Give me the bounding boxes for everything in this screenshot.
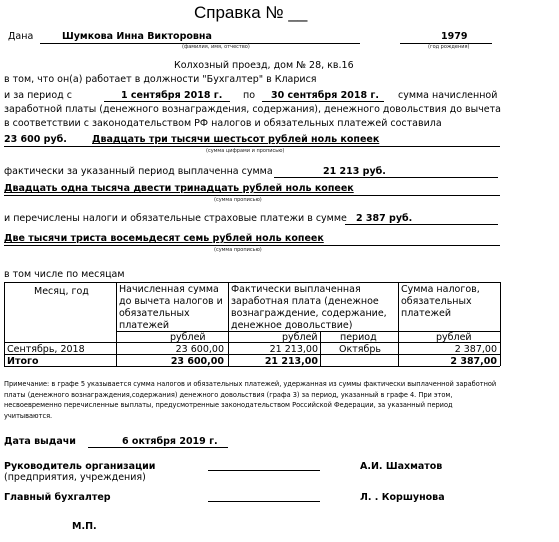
- accrued-hint: (сумма цифрами и прописью): [206, 148, 285, 154]
- paid-amount: 21 213 руб.: [323, 166, 386, 177]
- total-label: Итого: [7, 356, 39, 367]
- issue-date-label: Дата выдачи: [4, 436, 76, 447]
- total-paid: 21 213,00: [264, 356, 318, 367]
- total-taxes: 2 387,00: [450, 356, 497, 367]
- taxes-amount-underline: [345, 224, 498, 225]
- accountant-signature-line: [208, 501, 320, 502]
- paid-words-underline: [4, 195, 500, 196]
- issue-date: 6 октября 2019 г.: [122, 436, 218, 447]
- taxes-words-underline: [4, 245, 500, 246]
- row-taxes: 2 387,00: [454, 344, 497, 355]
- taxes-label: и перечислены налоги и обязательные страховые платежи в сумме: [4, 213, 347, 224]
- row-paid: 21 213,00: [269, 344, 318, 355]
- taxes-hint: (сумма прописью): [214, 247, 262, 253]
- row-period: Октябрь: [339, 344, 381, 355]
- accrued-underline: [4, 146, 500, 147]
- period-from-underline: [104, 101, 230, 102]
- employee-name: Шумкова Инна Викторовна: [62, 31, 212, 42]
- sub-rub-taxes: рублей: [436, 332, 472, 343]
- name-hint: (фамилия, имя, отчество): [182, 44, 250, 50]
- sub-rub-accrued: рублей: [170, 332, 206, 343]
- period-to: 30 сентября 2018 г.: [271, 90, 379, 101]
- footnote: Примечание: в графе 5 указывается сумма налогов и обязательных платежей, удержанная из суммы фактически выплаченной заработной платы (денежного вознаграждения,содержания) денежного довольствия (графа 3) за период, указанный в графе 4. При этом, несвоевременно перечисленные выплаты, предусмотренные законодательством Российской Федерации, за указанный период учитываются.: [4, 380, 497, 420]
- issue-date-underline: [88, 447, 228, 448]
- position-line: в том, что он(а) работает в должности "Бухгалтер" в Кларися: [4, 74, 317, 85]
- text-line-2: в соответствии с законодательством РФ налогов и обязательных платежей составила: [4, 118, 442, 129]
- accrued-amount: 23 600 руб.: [4, 134, 67, 145]
- text-line-1: заработной платы (денежного вознаграждения, содержания), денежного довольствия до вычета: [4, 104, 501, 115]
- accountant-label: Главный бухгалтер: [4, 492, 111, 503]
- col-month-header: Месяц, год: [34, 286, 89, 297]
- taxes-words: Две тысячи триста восемьдесят семь рублей ноль копеек: [4, 233, 324, 244]
- period-to-underline: [262, 101, 384, 102]
- head-sub: (предприятия, учреждения): [4, 472, 146, 483]
- taxes-amount: 2 387 руб.: [356, 213, 413, 224]
- col-accrued-header: Начисленная сумма до вычета налогов и обязательных платежей: [119, 284, 223, 331]
- paid-label: фактически за указанный период выплаченна сумма: [4, 166, 273, 177]
- period-from: 1 сентября 2018 г.: [121, 90, 223, 101]
- accountant-name: Л. . Коршунова: [360, 492, 445, 503]
- accrued-words: Двадцать три тысячи шестьсот рублей ноль копеек: [92, 134, 380, 145]
- birth-year: 1979: [441, 31, 468, 42]
- stamp-place: М.П.: [72, 521, 97, 532]
- period-prefix: и за период с: [4, 90, 72, 101]
- paid-words: Двадцать одна тысяча двести тринадцать рублей ноль копеек: [4, 183, 354, 194]
- row-month: Сентябрь, 2018: [7, 344, 85, 355]
- period-suffix: сумма начисленной: [398, 90, 498, 101]
- sub-period: период: [340, 332, 377, 343]
- period-to-label: по: [243, 90, 256, 101]
- sub-rub-paid: рублей: [282, 332, 318, 343]
- col-taxes-header: Сумма налогов, обязательных платежей: [401, 284, 480, 319]
- page-title: Справка № __: [194, 3, 308, 22]
- total-accrued: 23 600,00: [170, 356, 224, 367]
- issued-to-label: Дана: [8, 31, 34, 42]
- monthly-label: в том числе по месяцам: [4, 269, 125, 280]
- head-signature-line: [208, 470, 320, 471]
- col-paid-header: Фактически выплаченная заработная плата (денежное вознаграждение, содержание, денежное довольствие): [231, 284, 387, 331]
- address: Колхозный проезд, дом № 28, кв.16: [174, 60, 354, 71]
- paid-amount-underline: [274, 177, 498, 178]
- paid-hint: (сумма прописью): [214, 197, 262, 203]
- head-name: А.И. Шахматов: [360, 461, 443, 472]
- row-accrued: 23 600,00: [175, 344, 224, 355]
- head-label: Руководитель организации: [4, 461, 156, 472]
- year-hint: (год рождения): [428, 44, 470, 50]
